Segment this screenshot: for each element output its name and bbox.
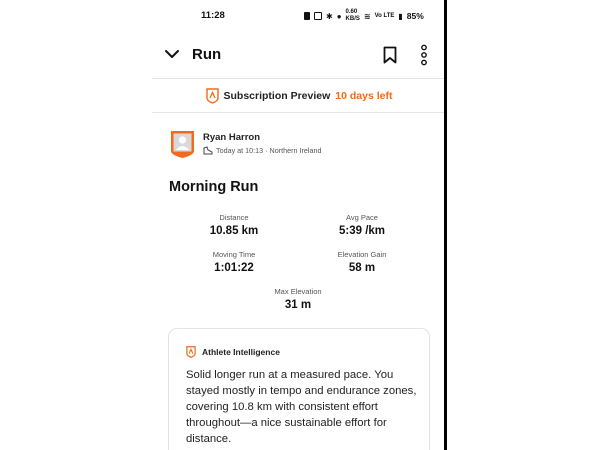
status-bar bbox=[152, 0, 446, 32]
stat-label: Distance bbox=[219, 213, 249, 222]
status-icons bbox=[304, 9, 424, 23]
card-summary-text: Solid longer run at a measured pace. You stayed mostly in tempo and endurance zones, covering 10.8 km with consistent effort throughout—a nice sustainable effort for distance. bbox=[186, 369, 417, 445]
battery-level: 85% bbox=[406, 11, 424, 21]
activity-time-location: Today at 10:13 · Northern Ireland bbox=[216, 146, 322, 155]
phone-screen bbox=[152, 0, 446, 450]
stat-label: Elevation Gain bbox=[337, 250, 387, 259]
athlete-name[interactable]: Ryan Harron bbox=[203, 132, 261, 143]
activity-meta bbox=[203, 146, 321, 155]
bookmark-icon[interactable] bbox=[383, 46, 397, 64]
subscription-label: Subscription Preview bbox=[223, 90, 331, 102]
device-edge bbox=[444, 0, 447, 450]
screenshot-icon bbox=[314, 12, 322, 20]
stat-label: Moving Time bbox=[212, 250, 256, 259]
stat-value: 10.85 km bbox=[209, 225, 259, 237]
stat-moving-time bbox=[174, 250, 294, 274]
top-app-bar bbox=[152, 38, 446, 74]
more-vertical-icon[interactable] bbox=[420, 44, 428, 66]
stat-label: Max Elevation bbox=[274, 287, 322, 296]
location-icon: ● bbox=[336, 11, 342, 21]
network-speed: 0.60 KB/S bbox=[345, 9, 360, 22]
signal-icon: ▮ bbox=[398, 11, 403, 21]
page-title: Run bbox=[192, 46, 222, 63]
header-divider bbox=[152, 78, 446, 79]
days-left-label: 10 days left bbox=[335, 90, 393, 102]
shoe-icon bbox=[203, 146, 213, 155]
stat-value: 1:01:22 bbox=[214, 262, 254, 274]
stat-max-elevation bbox=[238, 287, 358, 311]
avatar[interactable] bbox=[170, 130, 195, 159]
stat-distance bbox=[174, 213, 294, 237]
banner-divider bbox=[152, 112, 446, 113]
stat-elevation-gain bbox=[302, 250, 422, 274]
activity-title: Morning Run bbox=[169, 179, 259, 195]
stat-label: Avg Pace bbox=[346, 213, 378, 222]
card-header bbox=[186, 346, 280, 358]
athlete-intelligence-card[interactable] bbox=[168, 328, 430, 450]
subscription-banner[interactable] bbox=[152, 84, 446, 108]
stat-value: 31 m bbox=[284, 299, 312, 311]
stat-value: 5:39 /km bbox=[338, 225, 386, 237]
stat-value: 58 m bbox=[348, 262, 376, 274]
shield-icon bbox=[206, 88, 219, 104]
volte-label: Vo LTE bbox=[374, 13, 395, 19]
status-time: 11:28 bbox=[201, 10, 225, 21]
bluetooth-icon: ✱ bbox=[326, 11, 333, 21]
chevron-down-icon[interactable] bbox=[164, 46, 180, 62]
notification-icon bbox=[304, 12, 310, 20]
card-title: Athlete Intelligence bbox=[202, 347, 280, 357]
wifi-icon: ≋ bbox=[363, 11, 371, 21]
shield-icon bbox=[186, 346, 196, 358]
stat-avg-pace bbox=[302, 213, 422, 237]
